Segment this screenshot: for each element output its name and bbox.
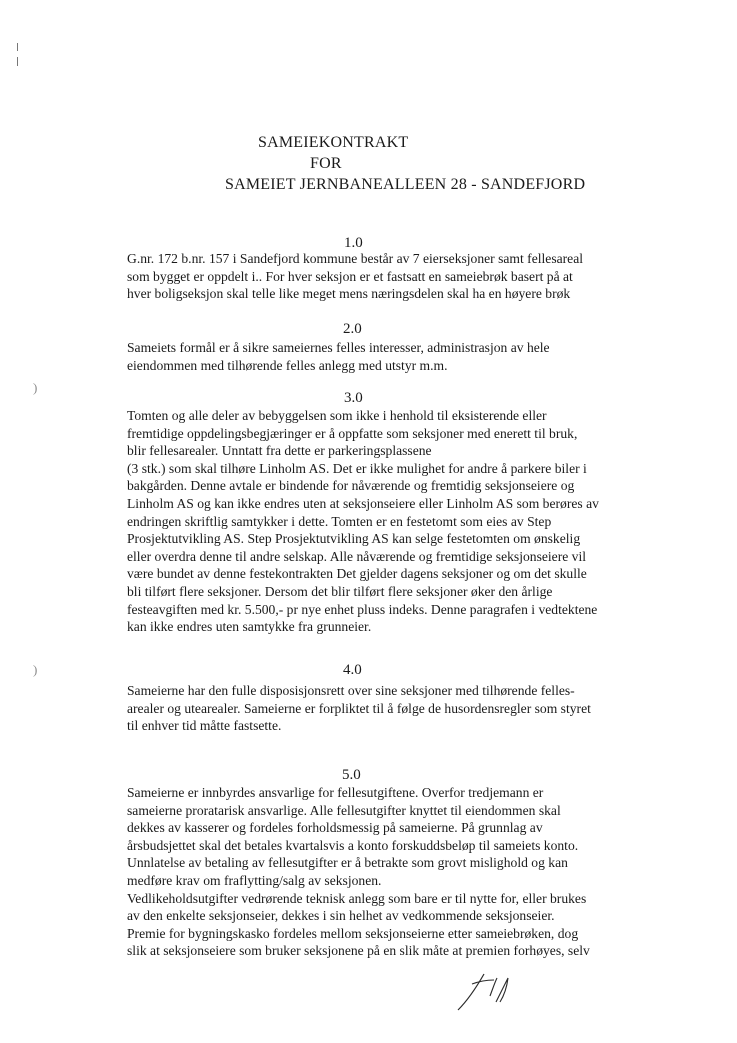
text-line: årsbudsjettet skal det betales kvartalsvis a konto forskuddsbeløp til sameiets konto. <box>127 837 579 853</box>
scan-mark: ) <box>33 662 38 677</box>
text-line: som bygget er oppdelt i.. For hver seksjon er et fastsatt en sameiebrøk basert på at <box>127 268 573 284</box>
text-line: Vedlikeholdsutgifter vedrørende teknisk anlegg som bare er til nytte for, eller brukes <box>127 890 587 906</box>
section-text <box>127 784 647 960</box>
text-line: Prosjektutvikling AS. Step Prosjektutvikling AS kan selge festetomten om ønskelig <box>127 531 581 547</box>
text-line: fremtidige oppdelingsbegjæringer er å oppfatte som seksjoner med enerett til bruk, <box>127 425 578 441</box>
text-line: bakgården. Denne avtale er bindende for nåværende og fremtidig seksjonseiere og <box>127 478 575 494</box>
text-line: av den enkelte seksjonseier, dekkes i sin helhet av vedkommende seksjonseier. <box>127 908 555 924</box>
section-number: 2.0 <box>343 321 362 337</box>
section-text <box>127 682 647 735</box>
text-line: være bundet av denne festekontrakten Det gjelder dagens seksjoner og om det skulle <box>127 566 587 582</box>
section-text <box>127 407 647 636</box>
text-line: G.nr. 172 b.nr. 157 i Sandefjord kommune består av 7 eierseksjoner samt fellesareal <box>127 251 584 266</box>
text-line: endringen skriftlig samtykker i dette. Tomten er en festetomt som eies av Step <box>127 513 552 529</box>
text-line: til enhver tid måtte fastsette. <box>127 718 282 734</box>
scan-mark: ) <box>33 380 38 395</box>
scan-mark <box>17 43 18 51</box>
section-number: 3.0 <box>344 390 363 406</box>
document-title-line1: SAMEIEKONTRAKT <box>258 134 409 151</box>
text-line: slik at seksjonseiere som bruker seksjonene på en slik måte at premien forhøyes, selv <box>127 943 590 959</box>
text-line: sameierne proratarisk ansvarlige. Alle fellesutgifter knyttet til eiendommen skal <box>127 802 561 818</box>
text-line: Premie for bygningskasko fordeles mellom seksjonseierne etter sameiebrøken, dog <box>127 925 579 941</box>
text-line: kan ikke endres uten samtykke fra grunneier. <box>127 619 372 635</box>
section-text <box>127 339 647 374</box>
text-line: dekkes av kasserer og fordeles forholdsmessig på sameierne. På grunnlag av <box>127 820 543 836</box>
text-line: festeavgiften med kr. 5.500,- pr nye enhet pluss indeks. Denne paragrafen i vedtektene <box>127 601 598 617</box>
text-line: (3 stk.) som skal tilhøre Linholm AS. Det er ikke mulighet for andre å parkere biler i <box>127 460 587 476</box>
text-line: hver boligseksjon skal telle like meget mens næringsdelen skal ha en høyere brøk <box>127 286 571 302</box>
text-line: eller overdra denne til andre selskap. Alle nåværende og fremtidige seksjonseiere vil <box>127 548 587 564</box>
text-line: Sameierne har den fulle disposisjonsrett over sine seksjoner med tilhørende felles- <box>127 683 575 698</box>
text-line: eiendommen med tilhørende felles anlegg med utstyr m.m. <box>127 357 448 373</box>
text-line: Sameierne er innbyrdes ansvarlige for fellesutgiftene. Overfor tredjemann er <box>127 785 544 800</box>
text-line: Sameiets formål er å sikre sameiernes felles interesser, administrasjon av hele <box>127 340 550 355</box>
text-line: medføre krav om fraflytting/salg av seksjonen. <box>127 872 382 888</box>
section-number: 1.0 <box>344 235 363 251</box>
document-title-line3: SAMEIET JERNBANEALLEEN 28 - SANDEFJORD <box>225 176 586 193</box>
section-text <box>127 250 647 303</box>
text-line: Tomten og alle deler av bebyggelsen som ikke i henhold til eksisterende eller <box>127 408 547 423</box>
text-line: Linholm AS og kan ikke endres uten at seksjonseiere eller Linholm AS som berøres av <box>127 495 599 511</box>
handwritten-initials <box>450 966 520 1016</box>
section-number: 5.0 <box>342 767 361 783</box>
scan-mark <box>17 57 18 66</box>
text-line: Unnlatelse av betaling av fellesutgifter er å betrakte som grovt mislighold og kan <box>127 855 568 871</box>
document-title-line2: FOR <box>310 155 342 172</box>
text-line: bli tilført flere seksjoner. Dersom det blir tilført flere seksjoner øker den årlige <box>127 583 553 599</box>
text-line: arealer og utearealer. Sameierne er forpliktet til å følge de husordensregler som styret <box>127 700 591 716</box>
section-number: 4.0 <box>343 662 362 678</box>
text-line: blir fellesarealer. Unntatt fra dette er parkeringsplassene <box>127 443 432 459</box>
